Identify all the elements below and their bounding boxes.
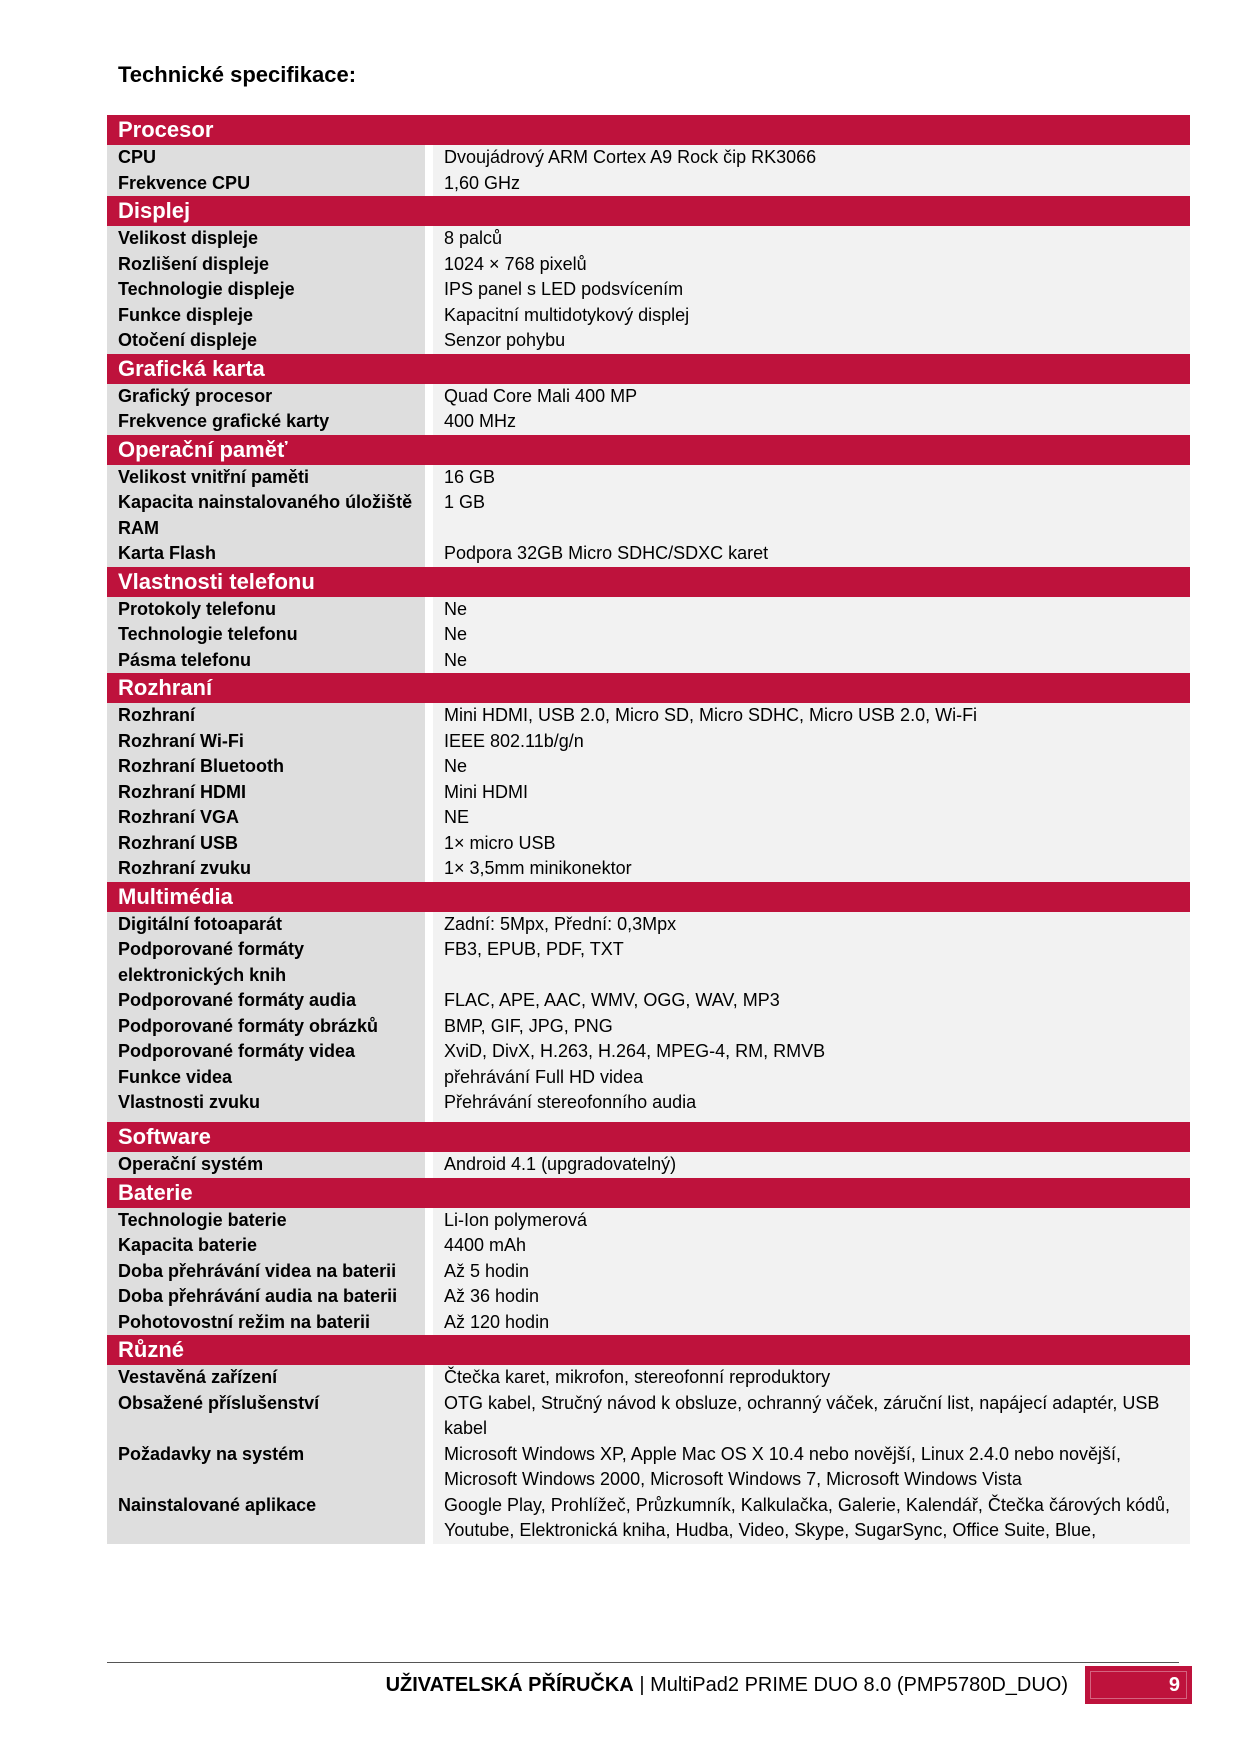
spec-value: přehrávání Full HD videa	[429, 1065, 1190, 1091]
spec-value: 16 GB	[429, 465, 1190, 491]
section-header	[107, 354, 1190, 384]
spec-row	[107, 780, 1190, 806]
spec-value: NE	[429, 805, 1190, 831]
spec-value: 1,60 GHz	[429, 171, 1190, 197]
section-header	[107, 1335, 1190, 1365]
spec-row	[107, 465, 1190, 491]
spec-label: Kapacita nainstalovaného úložiště RAM	[107, 490, 429, 541]
spec-value: 400 MHz	[429, 409, 1190, 435]
spec-value: Kapacitní multidotykový displej	[429, 303, 1190, 329]
spec-label: Kapacita baterie	[107, 1233, 429, 1259]
spec-value: 1× micro USB	[429, 831, 1190, 857]
spec-label: Funkce videa	[107, 1065, 429, 1091]
spec-value: 8 palců	[429, 226, 1190, 252]
spec-label: Doba přehrávání audia na baterii	[107, 1284, 429, 1310]
spec-value: Senzor pohybu	[429, 328, 1190, 354]
spec-row	[107, 648, 1190, 674]
spec-value: Quad Core Mali 400 MP	[429, 384, 1190, 410]
spec-label: Podporované formáty elektronických knih	[107, 937, 429, 988]
spec-value: Ne	[429, 597, 1190, 623]
section-header	[107, 435, 1190, 465]
spec-label: Doba přehrávání videa na baterii	[107, 1259, 429, 1285]
spec-label: Pásma telefonu	[107, 648, 429, 674]
section-title: Operační paměť	[107, 435, 1190, 465]
spec-label: Vestavěná zařízení	[107, 1365, 429, 1391]
spec-row	[107, 384, 1190, 410]
spec-value: Dvoujádrový ARM Cortex A9 Rock čip RK3066	[429, 145, 1190, 171]
spec-label: Nainstalované aplikace	[107, 1493, 429, 1544]
spec-value: Li-Ion polymerová	[429, 1208, 1190, 1234]
spec-label: Velikost vnitřní paměti	[107, 465, 429, 491]
spec-row	[107, 1391, 1190, 1442]
spec-value: Až 5 hodin	[429, 1259, 1190, 1285]
spec-row	[107, 1090, 1190, 1122]
spec-row	[107, 328, 1190, 354]
section-title: Multimédia	[107, 882, 1190, 912]
section-title: Rozhraní	[107, 673, 1190, 703]
spec-label: Rozhraní Bluetooth	[107, 754, 429, 780]
spec-row	[107, 703, 1190, 729]
spec-label: Rozhraní VGA	[107, 805, 429, 831]
spec-row	[107, 1365, 1190, 1391]
section-title: Vlastnosti telefonu	[107, 567, 1190, 597]
spec-value: Mini HDMI	[429, 780, 1190, 806]
spec-value: 4400 mAh	[429, 1233, 1190, 1259]
spec-label: Požadavky na systém	[107, 1442, 429, 1493]
spec-row	[107, 171, 1190, 197]
section-title: Displej	[107, 196, 1190, 226]
spec-value: Až 120 hodin	[429, 1310, 1190, 1336]
spec-label: Rozhraní Wi-Fi	[107, 729, 429, 755]
spec-row	[107, 409, 1190, 435]
section-header	[107, 115, 1190, 145]
section-header	[107, 673, 1190, 703]
spec-row	[107, 831, 1190, 857]
spec-label: Operační systém	[107, 1152, 429, 1178]
footer-product: MultiPad2 PRIME DUO 8.0 (PMP5780D_DUO)	[650, 1674, 1068, 1696]
spec-value: FB3, EPUB, PDF, TXT	[429, 937, 1190, 988]
spec-value: 1× 3,5mm minikonektor	[429, 856, 1190, 882]
spec-row	[107, 1310, 1190, 1336]
spec-value: Přehrávání stereofonního audia	[429, 1090, 1190, 1122]
spec-row	[107, 1014, 1190, 1040]
spec-label: Digitální fotoaparát	[107, 912, 429, 938]
spec-value: Mini HDMI, USB 2.0, Micro SD, Micro SDHC, Micro USB 2.0, Wi-Fi	[429, 703, 1190, 729]
spec-label: Technologie displeje	[107, 277, 429, 303]
page-title: Technické specifikace:	[118, 62, 357, 87]
spec-label: Grafický procesor	[107, 384, 429, 410]
spec-label: Karta Flash	[107, 541, 429, 567]
spec-label: Velikost displeje	[107, 226, 429, 252]
page-number-label: 9	[1168, 1674, 1180, 1696]
spec-label: Vlastnosti zvuku	[107, 1090, 429, 1122]
section-title: Grafická karta	[107, 354, 1190, 384]
spec-row	[107, 1208, 1190, 1234]
spec-label: Obsažené příslušenství	[107, 1391, 429, 1442]
spec-label: Rozhraní HDMI	[107, 780, 429, 806]
spec-label: CPU	[107, 145, 429, 171]
spec-row	[107, 1152, 1190, 1178]
spec-value: Microsoft Windows XP, Apple Mac OS X 10.4 nebo novější, Linux 2.4.0 nebo novější, Microsoft Windows 2000, Microsoft Windows 7, Microsoft Windows Vista	[429, 1442, 1190, 1493]
spec-row	[107, 226, 1190, 252]
spec-label: Podporované formáty obrázků	[107, 1014, 429, 1040]
section-header	[107, 1178, 1190, 1208]
spec-label: Podporované formáty audia	[107, 988, 429, 1014]
spec-row	[107, 1284, 1190, 1310]
footer-divider	[107, 1662, 1179, 1663]
footer-separator: |	[639, 1674, 645, 1696]
spec-label: Technologie telefonu	[107, 622, 429, 648]
section-header	[107, 196, 1190, 226]
spec-value: Ne	[429, 648, 1190, 674]
spec-label: Protokoly telefonu	[107, 597, 429, 623]
spec-value: BMP, GIF, JPG, PNG	[429, 1014, 1190, 1040]
spec-value: 1024 × 768 pixelů	[429, 252, 1190, 278]
spec-value: Podpora 32GB Micro SDHC/SDXC karet	[429, 541, 1190, 567]
spec-table-body	[107, 115, 1190, 1544]
spec-row	[107, 937, 1190, 988]
spec-label: Rozhraní	[107, 703, 429, 729]
spec-value: OTG kabel, Stručný návod k obsluze, ochranný váček, záruční list, napájecí adaptér, USB kabel	[429, 1391, 1190, 1442]
spec-row	[107, 1065, 1190, 1091]
spec-label: Rozhraní zvuku	[107, 856, 429, 882]
spec-value: XviD, DivX, H.263, H.264, MPEG-4, RM, RMVB	[429, 1039, 1190, 1065]
section-title: Procesor	[107, 115, 1190, 145]
spec-value: Až 36 hodin	[429, 1284, 1190, 1310]
spec-row	[107, 856, 1190, 882]
spec-value: IPS panel s LED podsvícením	[429, 277, 1190, 303]
page-number	[1085, 1666, 1192, 1704]
spec-row	[107, 597, 1190, 623]
spec-label: Rozlišení displeje	[107, 252, 429, 278]
spec-row	[107, 541, 1190, 567]
spec-label: Rozhraní USB	[107, 831, 429, 857]
section-header	[107, 1122, 1190, 1152]
footer-text	[386, 1670, 1068, 1700]
spec-row	[107, 1233, 1190, 1259]
section-header	[107, 882, 1190, 912]
spec-row	[107, 754, 1190, 780]
spec-row	[107, 805, 1190, 831]
spec-value: Čtečka karet, mikrofon, stereofonní reproduktory	[429, 1365, 1190, 1391]
footer-manual-label: UŽIVATELSKÁ PŘÍRUČKA	[385, 1674, 634, 1696]
spec-label: Frekvence grafické karty	[107, 409, 429, 435]
section-header	[107, 567, 1190, 597]
section-title: Software	[107, 1122, 1190, 1152]
spec-value: 1 GB	[429, 490, 1190, 541]
spec-row	[107, 277, 1190, 303]
spec-value: Ne	[429, 754, 1190, 780]
spec-row	[107, 1039, 1190, 1065]
spec-label: Pohotovostní režim na baterii	[107, 1310, 429, 1336]
spec-row	[107, 1493, 1190, 1544]
spec-row	[107, 988, 1190, 1014]
section-title: Baterie	[107, 1178, 1190, 1208]
spec-row	[107, 252, 1190, 278]
spec-row	[107, 145, 1190, 171]
spec-row	[107, 490, 1190, 541]
spec-value: Ne	[429, 622, 1190, 648]
spec-value: IEEE 802.11b/g/n	[429, 729, 1190, 755]
spec-value: Android 4.1 (upgradovatelný)	[429, 1152, 1190, 1178]
spec-value: Google Play, Prohlížeč, Průzkumník, Kalkulačka, Galerie, Kalendář, Čtečka čárových kódů, Youtube, Elektronická kniha, Hudba, Video, Skype, SugarSync, Office Suite, Blue,	[429, 1493, 1190, 1544]
spec-value: FLAC, APE, AAC, WMV, OGG, WAV, MP3	[429, 988, 1190, 1014]
spec-value: Zadní: 5Mpx, Přední: 0,3Mpx	[429, 912, 1190, 938]
spec-row	[107, 912, 1190, 938]
spec-label: Podporované formáty videa	[107, 1039, 429, 1065]
section-title: Různé	[107, 1335, 1190, 1365]
spec-row	[107, 1442, 1190, 1493]
spec-label: Frekvence CPU	[107, 171, 429, 197]
spec-table	[107, 115, 1190, 1544]
spec-label: Funkce displeje	[107, 303, 429, 329]
spec-label: Otočení displeje	[107, 328, 429, 354]
spec-row	[107, 729, 1190, 755]
spec-row	[107, 1259, 1190, 1285]
spec-row	[107, 622, 1190, 648]
spec-row	[107, 303, 1190, 329]
spec-label: Technologie baterie	[107, 1208, 429, 1234]
